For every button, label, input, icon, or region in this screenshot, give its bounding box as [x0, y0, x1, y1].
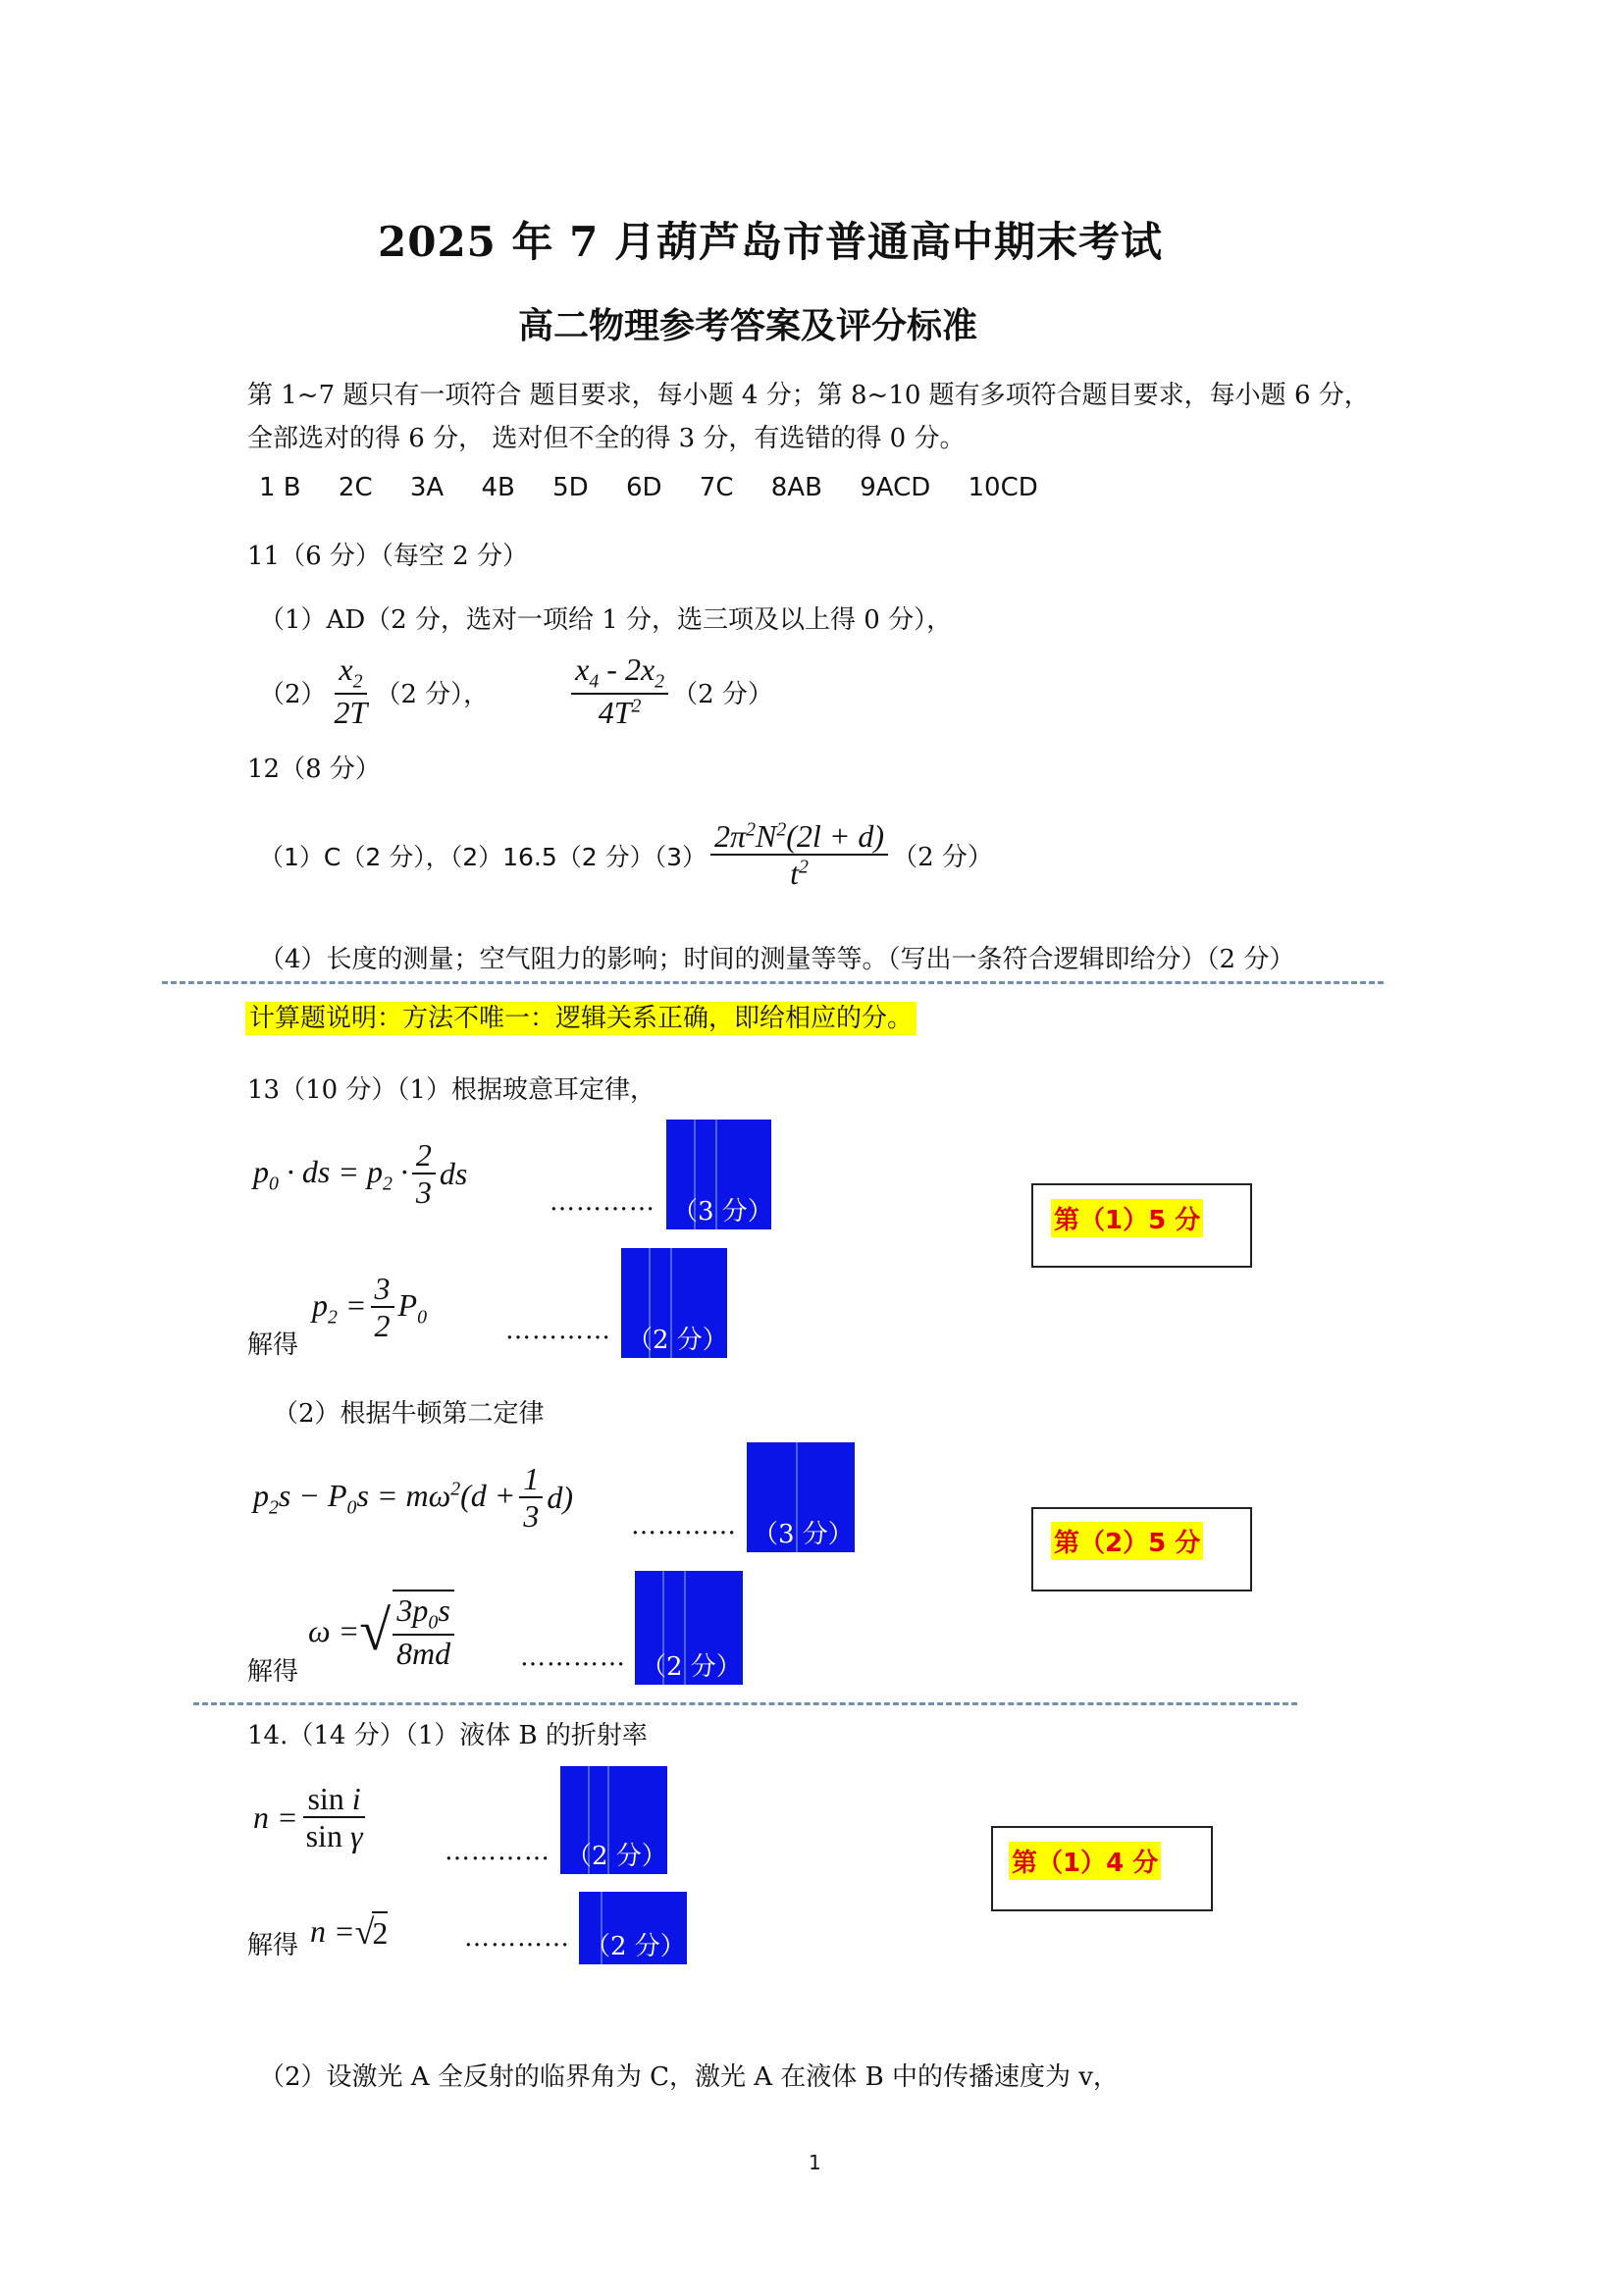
- mc-answer: 1 B: [259, 473, 301, 502]
- q13-heading: 13（10 分）（1）根据玻意耳定律，: [247, 1075, 655, 1105]
- document-subtitle: 高二物理参考答案及评分标准: [518, 305, 978, 346]
- leader-dots: …………: [550, 1187, 655, 1217]
- q12-part123: （1）C（2 分），（2）16.5（2 分）（3）: [259, 842, 707, 871]
- leader-dots: …………: [464, 1923, 570, 1953]
- q14-part2: （2）设激光 A 全反射的临界角为 C，激光 A 在液体 B 中的传播速度为 v，: [259, 2062, 1119, 2092]
- calc-note-text: 计算题说明：方法不唯一：逻辑关系正确，即给相应的分。: [245, 1002, 917, 1035]
- score-mark-label: （2 分）: [627, 1326, 728, 1355]
- page-number: 1: [809, 2151, 821, 2174]
- leader-dots: …………: [505, 1316, 611, 1345]
- score-mark-q13-3: [747, 1442, 855, 1552]
- dashed-divider: [162, 981, 1384, 984]
- document-title: 2025 年 7 月葫芦岛市普通高中期末考试: [378, 218, 1163, 266]
- mc-answer: 9ACD: [860, 473, 931, 502]
- mc-answer: 8AB: [770, 473, 822, 502]
- q12-parts: [259, 819, 993, 892]
- formula-q11-a: $\frac{x_2}{2T}$: [334, 652, 368, 731]
- leader-dots: …………: [631, 1511, 737, 1540]
- mc-answer: 6D: [625, 473, 662, 502]
- section-score-label: 第（1）5 分: [1051, 1199, 1203, 1237]
- q11-heading: 11（6 分）（每空 2 分）: [247, 542, 528, 571]
- mc-answer: 2C: [338, 473, 373, 502]
- formula-q13-1: $p_0$ · ds = $p_2$ · $\frac{2}{3}$ ds: [253, 1137, 468, 1211]
- q11-score-a: （2 分），: [375, 679, 490, 709]
- solve-label: 解得: [247, 1931, 299, 1960]
- section-score-label: 第（2）5 分: [1051, 1522, 1203, 1560]
- instructions-line-2: 全部选对的得 6 分， 选对但不全的得 3 分，有选错的得 0 分。: [247, 424, 966, 453]
- score-mark-q13-1: [666, 1120, 771, 1229]
- score-mark-label: （2 分）: [641, 1652, 742, 1682]
- calc-note: [245, 998, 917, 1034]
- solve-label: 解得: [247, 1657, 299, 1687]
- q12-score3: （2 分）: [892, 843, 993, 873]
- score-mark-label: （2 分）: [566, 1842, 667, 1871]
- score-mark-q14-1: [560, 1766, 667, 1874]
- q12-heading: 12（8 分）: [247, 755, 381, 784]
- mc-answer: 10CD: [968, 473, 1038, 502]
- q14-heading: 14.（14 分）（1）液体 B 的折射率: [247, 1721, 648, 1750]
- formula-q13-2: $p_2$ = $\frac{3}{2}$ $P_0$: [312, 1271, 427, 1344]
- score-mark-q13-2: [621, 1248, 727, 1358]
- formula-q14-1: n = $\frac{\text{sin i}}{\text{sin γ}}$: [253, 1782, 371, 1854]
- leader-dots: …………: [445, 1837, 550, 1866]
- mc-answer: 5D: [552, 473, 589, 502]
- score-mark-label: （2 分）: [585, 1932, 686, 1961]
- mc-answer: 4B: [481, 473, 515, 502]
- mc-answer: 7C: [699, 473, 734, 502]
- section-score-label: 第（1）4 分: [1009, 1842, 1161, 1880]
- q11-part1: （1）AD（2 分，选对一项给 1 分，选三项及以上得 0 分），: [259, 605, 953, 635]
- formula-q14-2: n = √ 2: [310, 1911, 389, 1952]
- formula-q13-3: $p_2s - P_0s = m\omega^2(d$ + $\frac{1}{3}$ d): [253, 1461, 574, 1535]
- mc-answer: 3A: [409, 473, 445, 502]
- mc-answer-row: [259, 473, 1038, 502]
- solve-label: 解得: [247, 1330, 299, 1360]
- q12-part4: （4）长度的测量；空气阻力的影响；时间的测量等等。（写出一条符合逻辑即给分）（2 分）: [259, 945, 1295, 974]
- formula-q11-b: $\frac{x_4 - 2x_2}{4T^2}$: [571, 652, 668, 731]
- instructions-line-1: 第 1~7 题只有一项符合 题目要求，每小题 4 分；第 8~10 题有多项符合题目要求，每小题 6 分，: [247, 381, 1370, 410]
- formula-q13-4: ω = √ $\frac{3p_0s}{8md}$: [308, 1590, 458, 1672]
- q11-part2: [259, 652, 773, 731]
- score-mark-q14-2: [579, 1892, 687, 1964]
- dashed-divider: [193, 1702, 1297, 1705]
- formula-q12: $\frac{2\pi^2N^2(2l + d)}{t^2}$: [710, 819, 888, 892]
- q11-score-b: （2 分）: [672, 679, 773, 709]
- score-mark-label: （3 分）: [672, 1197, 773, 1226]
- q11-part2-prefix: （2）: [259, 679, 327, 709]
- leader-dots: …………: [520, 1643, 626, 1672]
- q13-part2-heading: （2）根据牛顿第二定律: [273, 1399, 545, 1429]
- score-mark-label: （3 分）: [753, 1520, 854, 1549]
- score-mark-q13-4: [635, 1571, 743, 1685]
